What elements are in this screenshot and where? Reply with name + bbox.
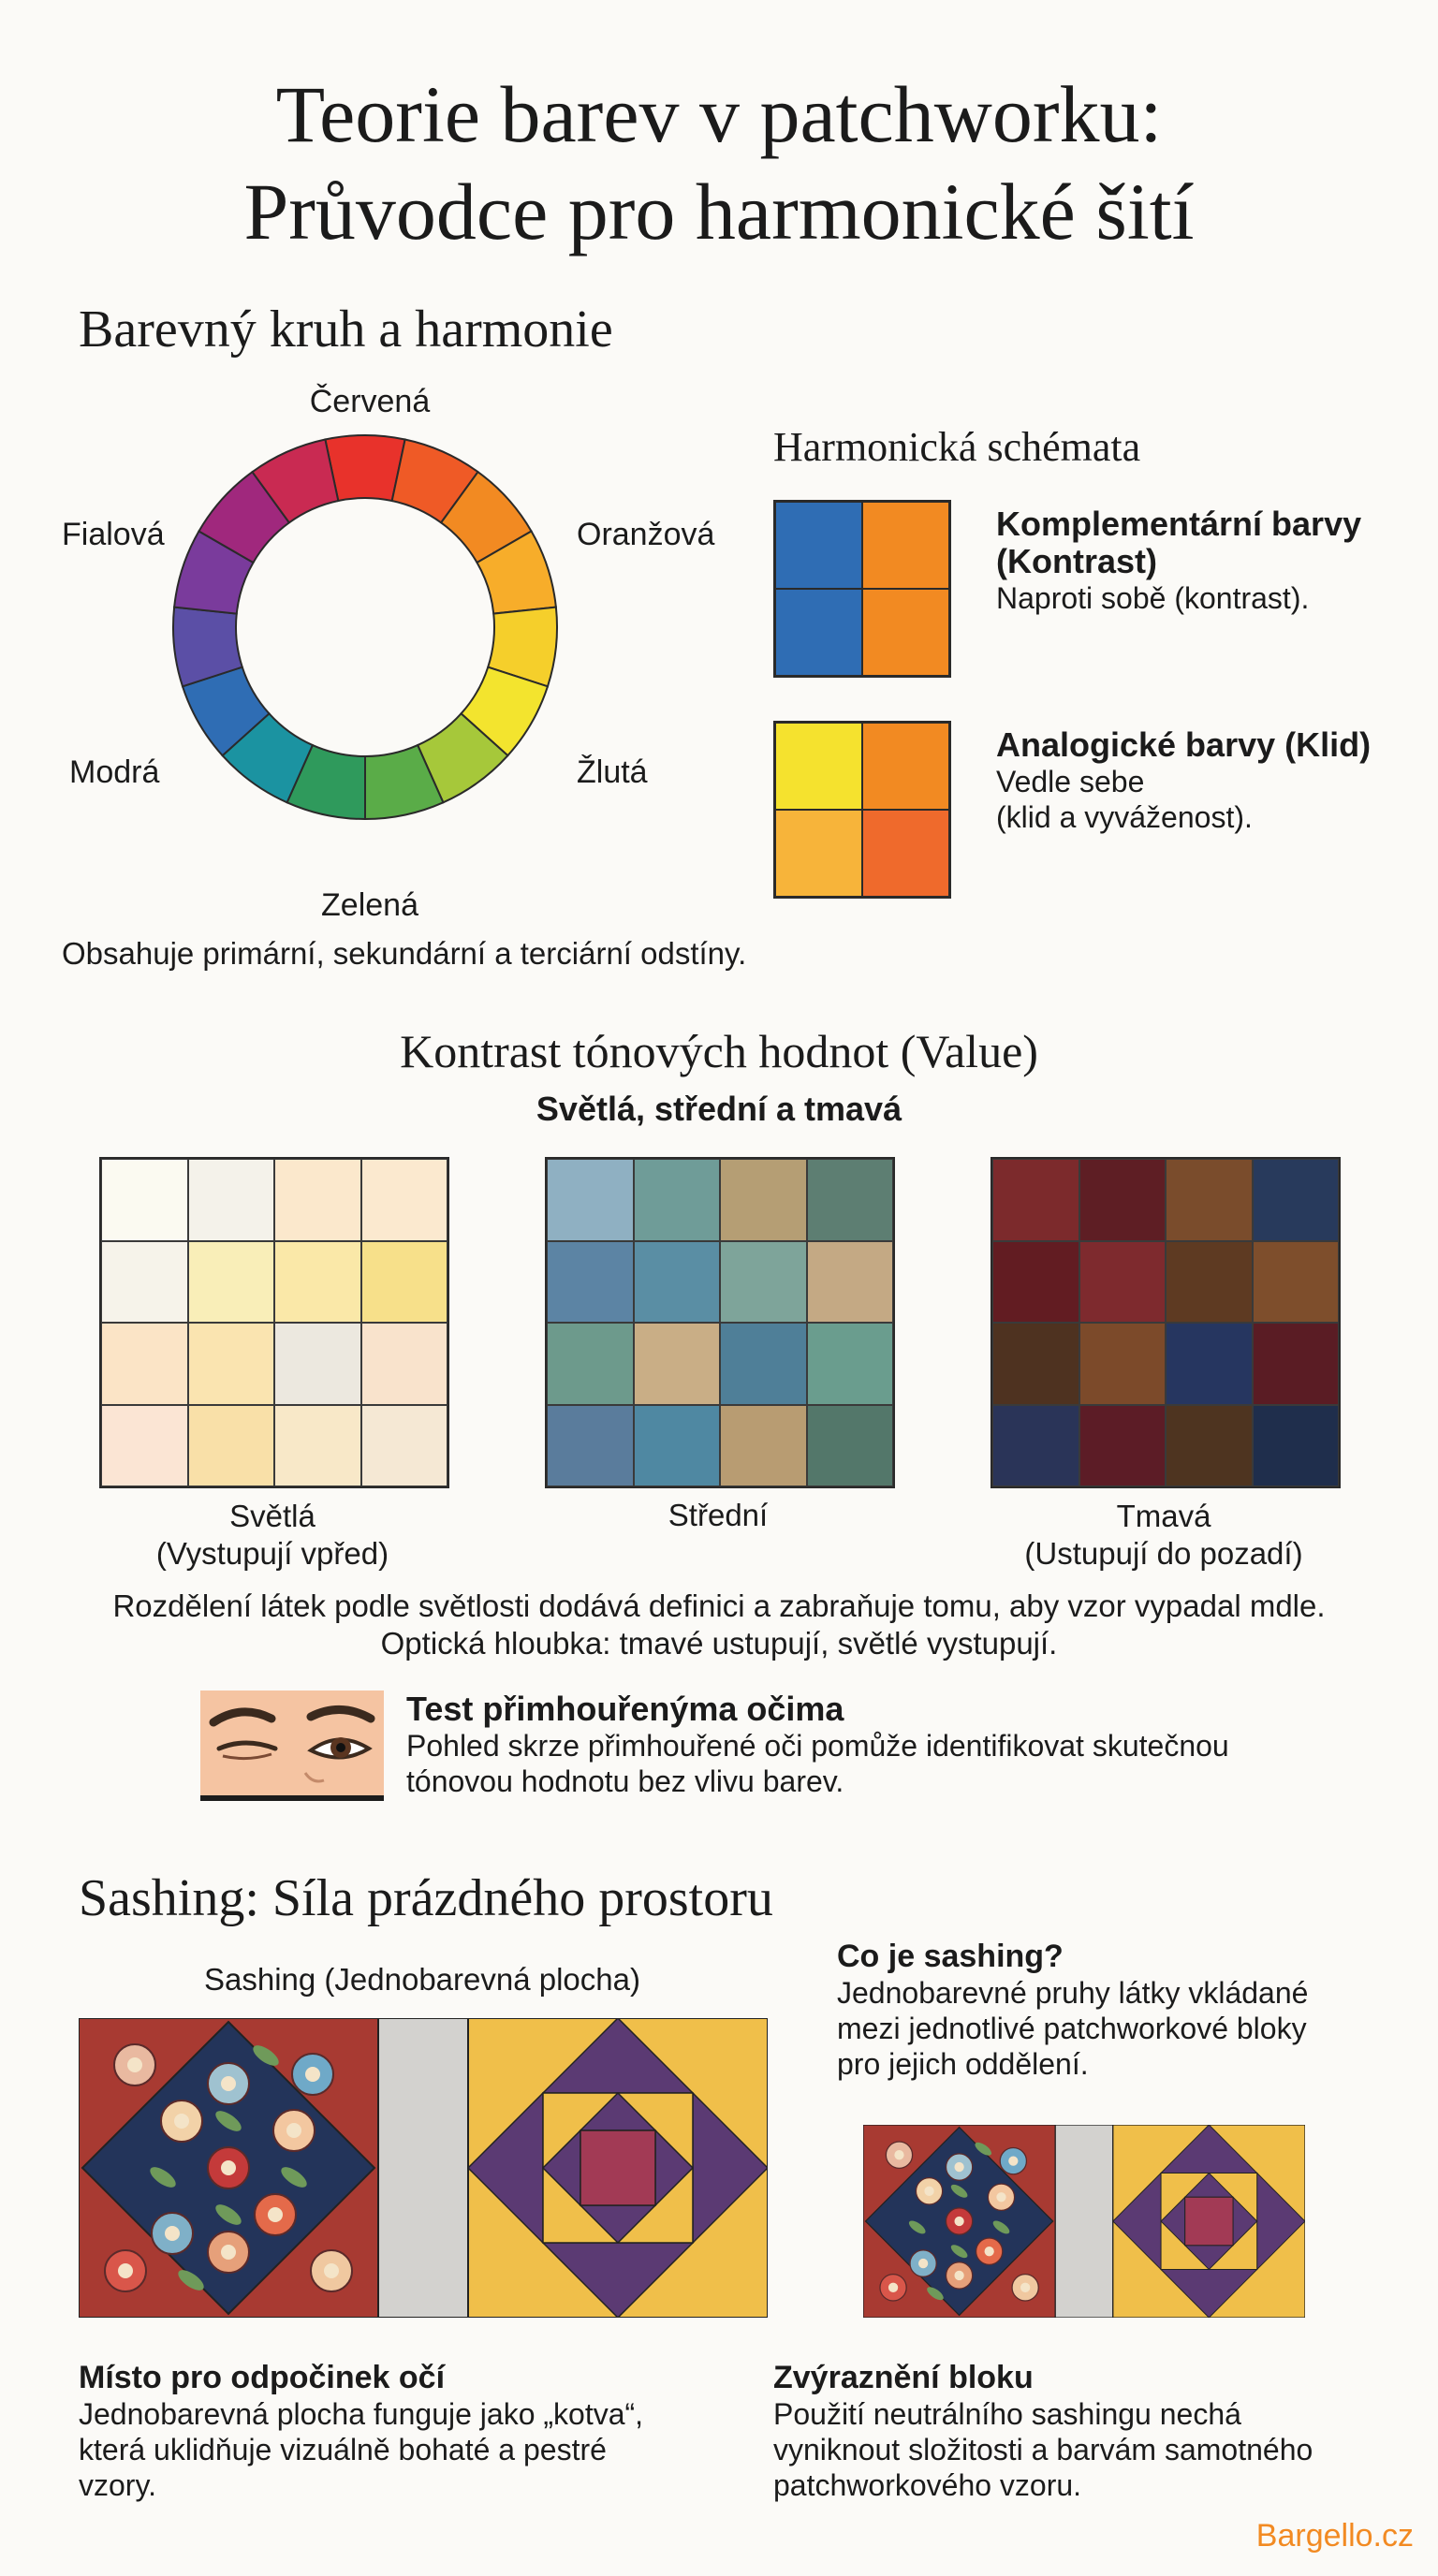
title-line-1: Teorie barev v patchworku: xyxy=(275,69,1163,159)
complementary-cell-3 xyxy=(862,589,949,676)
medium-cell-14 xyxy=(720,1405,807,1487)
dark-cell-5 xyxy=(1079,1241,1167,1324)
light-cell-12 xyxy=(101,1405,188,1487)
squint-eye-icon xyxy=(200,1690,384,1807)
medium-cell-2 xyxy=(720,1159,807,1241)
complementary-text xyxy=(996,505,1408,616)
highlight-line-3: patchworkového vzoru. xyxy=(773,2468,1082,2502)
light-cell-9 xyxy=(188,1323,275,1405)
medium-cell-9 xyxy=(634,1323,721,1405)
light-cell-5 xyxy=(188,1241,275,1324)
flower-center-1 xyxy=(305,2067,320,2082)
medium-cell-6 xyxy=(720,1241,807,1324)
medium-cell-7 xyxy=(807,1241,894,1324)
flower-center-10 xyxy=(954,2271,963,2280)
dark-cell-8 xyxy=(992,1323,1079,1405)
analogous-cell-1 xyxy=(862,723,949,810)
sashing-diagram-label: Sashing (Jednobarevná plocha) xyxy=(204,1962,640,1997)
light-label-2: (Vystupují vpřed) xyxy=(155,1536,389,1571)
flower-center-2 xyxy=(221,2160,236,2175)
dark-cell-6 xyxy=(1166,1241,1253,1324)
flower-center-8 xyxy=(1020,2283,1030,2292)
medium-cell-15 xyxy=(807,1405,894,1487)
medium-cell-0 xyxy=(547,1159,634,1241)
analogous-desc-1: Vedle sebe xyxy=(996,765,1145,798)
dark-cell-9 xyxy=(1079,1323,1167,1405)
light-cell-1 xyxy=(188,1159,275,1241)
light-cell-14 xyxy=(274,1405,361,1487)
star-center-square xyxy=(1185,2197,1233,2246)
dark-cell-2 xyxy=(1166,1159,1253,1241)
star-center-square xyxy=(580,2130,655,2205)
analogous-swatch xyxy=(773,721,951,899)
flower-center-3 xyxy=(924,2187,933,2196)
dark-fabric-grid xyxy=(990,1157,1341,1488)
dark-cell-13 xyxy=(1079,1405,1167,1487)
medium-cell-10 xyxy=(720,1323,807,1405)
value-subheading: Světlá, střední a tmavá xyxy=(536,1090,902,1128)
rest-line-1: Jednobarevná plocha funguje jako „kotva“, xyxy=(79,2397,644,2431)
analogous-title: Analogické barvy (Klid) xyxy=(996,725,1372,764)
dark-label xyxy=(990,1498,1337,1573)
analogous-cell-3 xyxy=(862,810,949,897)
light-label-1: Světlá xyxy=(229,1499,315,1533)
light-cell-7 xyxy=(361,1241,448,1324)
flower-center-0 xyxy=(894,2150,903,2159)
squint-title: Test přimhouřenýma očima xyxy=(406,1690,844,1728)
medium-cell-1 xyxy=(634,1159,721,1241)
light-cell-11 xyxy=(361,1323,448,1405)
flower-center-5 xyxy=(918,2259,928,2268)
what-line-1: Jednobarevné pruhy látky vkládané xyxy=(837,1976,1309,2010)
analogous-cell-2 xyxy=(775,810,862,897)
dark-label-1: Tmavá xyxy=(1116,1499,1211,1533)
sashing-diagram-large xyxy=(79,2018,768,2318)
wheel-label-blue: Modrá xyxy=(69,754,160,790)
dark-cell-1 xyxy=(1079,1159,1167,1241)
medium-cell-3 xyxy=(807,1159,894,1241)
flower-center-9 xyxy=(954,2162,963,2172)
flower-center-8 xyxy=(324,2263,339,2278)
highlight-line-2: vyniknout složitosti a barvám samotného xyxy=(773,2433,1313,2466)
color-wheel xyxy=(140,431,590,824)
brand-link[interactable]: Bargello.cz xyxy=(1255,2518,1414,2554)
complementary-title: Komplementární barvy (Kontrast) xyxy=(996,505,1362,580)
wheel-caption: Obsahuje primární, sekundární a terciární odstíny. xyxy=(62,936,747,971)
wheel-label-orange: Oranžová xyxy=(577,517,715,552)
complementary-cell-2 xyxy=(775,589,862,676)
flower-center-3 xyxy=(174,2114,189,2129)
flower-center-7 xyxy=(888,2283,898,2292)
value-desc-1: Rozdělení látek podle světlosti dodává definici a zabraňuje tomu, aby vzor vypadal mdle. xyxy=(112,1588,1326,1623)
flower-center-5 xyxy=(165,2226,180,2241)
light-cell-10 xyxy=(274,1323,361,1405)
wheel-section-heading: Barevný kruh a harmonie xyxy=(79,300,613,359)
squint-desc-2: tónovou hodnotu bez vlivu barev. xyxy=(406,1764,844,1798)
rest-title: Místo pro odpočinek očí xyxy=(79,2360,446,2395)
flower-center-7 xyxy=(118,2263,133,2278)
light-cell-8 xyxy=(101,1323,188,1405)
light-label xyxy=(99,1498,446,1573)
light-cell-15 xyxy=(361,1405,448,1487)
medium-fabric-grid xyxy=(545,1157,895,1488)
dark-cell-10 xyxy=(1166,1323,1253,1405)
value-desc-2: Optická hloubka: tmavé ustupují, světlé vystupují. xyxy=(380,1626,1058,1661)
light-cell-2 xyxy=(274,1159,361,1241)
flower-center-1 xyxy=(1008,2156,1018,2165)
value-section-heading: Kontrast tónových hodnot (Value) xyxy=(400,1025,1038,1077)
flower-center-4 xyxy=(985,2247,994,2256)
light-fabric-grid xyxy=(99,1157,449,1488)
flower-center-10 xyxy=(221,2245,236,2260)
flower-center-6 xyxy=(286,2123,301,2138)
highlight-line-1: Použití neutrálního sashingu nechá xyxy=(773,2397,1241,2431)
eye-rest-text xyxy=(79,2359,734,2503)
flower-center-6 xyxy=(996,2192,1005,2202)
complementary-cell-0 xyxy=(775,502,862,589)
medium-cell-11 xyxy=(807,1323,894,1405)
what-is-sashing xyxy=(837,1938,1399,2082)
wheel-label-green: Zelená xyxy=(321,887,418,923)
light-cell-4 xyxy=(101,1241,188,1324)
light-cell-3 xyxy=(361,1159,448,1241)
medium-cell-4 xyxy=(547,1241,634,1324)
wheel-label-yellow: Žlutá xyxy=(577,754,648,790)
what-title: Co je sashing? xyxy=(837,1939,1064,1974)
sashing-strip xyxy=(1055,2125,1113,2318)
dark-cell-4 xyxy=(992,1241,1079,1324)
medium-cell-12 xyxy=(547,1405,634,1487)
dark-cell-12 xyxy=(992,1405,1079,1487)
what-line-3: pro jejich oddělení. xyxy=(837,2047,1089,2081)
medium-cell-5 xyxy=(634,1241,721,1324)
sashing-diagram-small xyxy=(863,2125,1305,2318)
light-cell-0 xyxy=(101,1159,188,1241)
squint-desc-1: Pohled skrze přimhouřené oči pomůže identifikovat skutečnou xyxy=(406,1729,1229,1763)
sashing-section-heading: Sashing: Síla prázdného prostoru xyxy=(79,1869,773,1927)
dark-cell-14 xyxy=(1166,1405,1253,1487)
wheel-segment-0 xyxy=(325,435,404,501)
sashing-strip xyxy=(378,2018,468,2318)
rest-line-2: která uklidňuje vizuálně bohaté a pestré xyxy=(79,2433,607,2466)
squint-test-text xyxy=(406,1690,1389,1799)
block-highlight-text xyxy=(773,2359,1410,2503)
light-cell-6 xyxy=(274,1241,361,1324)
complementary-swatch xyxy=(773,500,951,678)
complementary-desc: Naproti sobě (kontrast). xyxy=(996,581,1310,615)
flower-center-9 xyxy=(221,2076,236,2091)
medium-cell-8 xyxy=(547,1323,634,1405)
harmony-heading: Harmonická schémata xyxy=(773,424,1141,470)
dark-label-2: (Ustupují do pozadí) xyxy=(1024,1536,1303,1571)
wheel-label-red: Červená xyxy=(309,384,431,419)
complementary-cell-1 xyxy=(862,502,949,589)
title-line-2: Průvodce pro harmonické šití xyxy=(243,167,1195,256)
highlight-title: Zvýraznění bloku xyxy=(773,2360,1034,2395)
flower-center-0 xyxy=(127,2057,142,2072)
dark-cell-7 xyxy=(1253,1241,1340,1324)
analogous-cell-0 xyxy=(775,723,862,810)
medium-label: Střední xyxy=(668,1498,769,1532)
dark-cell-3 xyxy=(1253,1159,1340,1241)
light-cell-13 xyxy=(188,1405,275,1487)
flower-center-4 xyxy=(268,2207,283,2222)
wheel-label-violet: Fialová xyxy=(62,517,165,552)
value-description xyxy=(0,1588,1438,1662)
what-line-2: mezi jednotlivé patchworkové bloky xyxy=(837,2012,1307,2045)
page-title xyxy=(0,66,1438,260)
analogous-text xyxy=(996,726,1408,835)
rest-line-3: vzory. xyxy=(79,2468,156,2502)
dark-cell-0 xyxy=(992,1159,1079,1241)
dark-cell-15 xyxy=(1253,1405,1340,1487)
dark-cell-11 xyxy=(1253,1323,1340,1405)
medium-cell-13 xyxy=(634,1405,721,1487)
analogous-desc-2: (klid a vyváženost). xyxy=(996,800,1253,834)
flower-center-2 xyxy=(954,2217,963,2226)
